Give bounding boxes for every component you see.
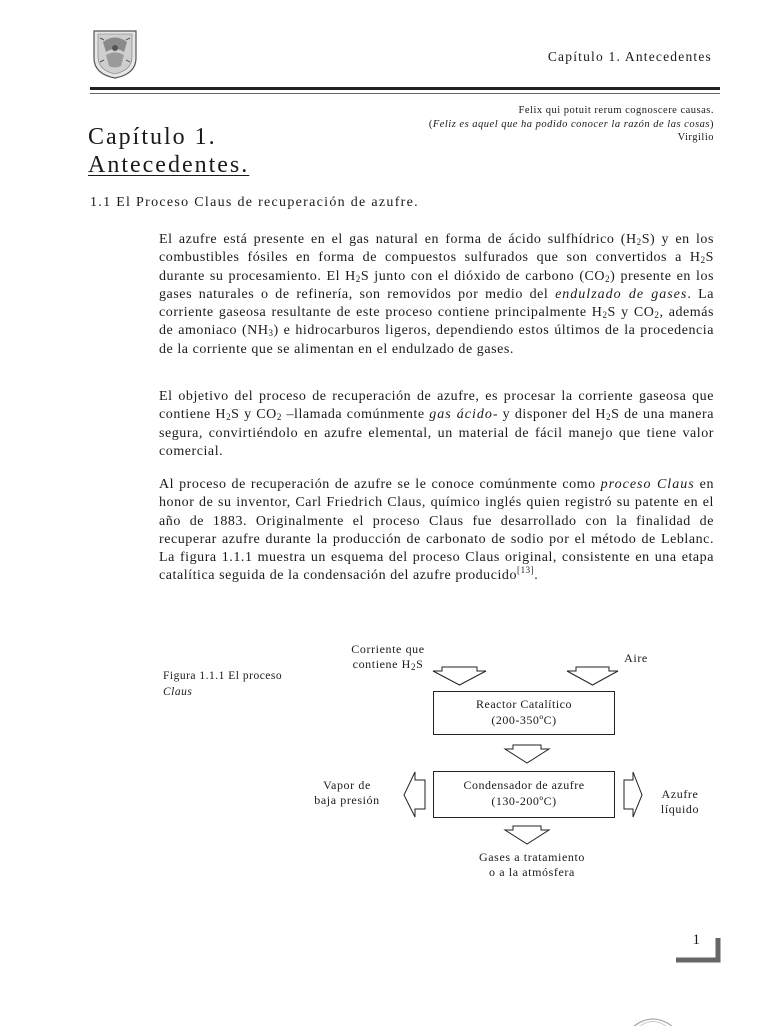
reactor-label: Reactor Catalítico (476, 697, 572, 711)
arrow-down-reactor-condenser (505, 745, 549, 763)
chapter-title-line1: Capítulo 1. (88, 124, 217, 150)
paren-close: ) (710, 118, 714, 130)
reactor-box (433, 691, 615, 735)
figure-caption (163, 668, 282, 700)
paren-open: ( (428, 118, 433, 130)
paragraph-1: El azufre está presente en el gas natural en forma de ácido sulfhídrico $(H_2S)$ y en los combustibles fósiles en forma de compuestos sulfurados que son convertidos a $H_2S$ durante su procesamiento. El $H_2S$ junto con el dióxido de carbono $(CO_2)$ presente en los gases naturales o de refinería, son removidos por medio del endulzado de gases. La corriente gaseosa resultante de este proceso contiene principalmente $H_2S$ y $CO_2$, además de amoniaco $(NH_3)$ e hidrocarburos ligeros, dependiendo estos últimos de la procedencia de la corriente que se alimentan en el endulzado de gases. (159, 232, 714, 357)
label-liquid-sulfur: Azufre líquido (660, 787, 700, 816)
arrow-down-output (505, 826, 549, 844)
university-seal-logo (90, 28, 140, 80)
paragraph-2: El objetivo del proceso de recuperación de azufre, es procesar la corriente gaseosa que contiene $H_2S$ y $CO_2$ –llamada comúnmente gas ácido- y disponer del $H_2S$ de una manera segura, convirtiéndolo en azufre elemental, un material de fácil manejo que tiene valor comercial. (159, 389, 714, 459)
chapter-title-line2: Antecedentes. (88, 152, 250, 178)
running-chapter-title: Capítulo 1. Antecedentes (547, 49, 712, 64)
epigraph-translation-line (429, 118, 714, 132)
figure-caption-line1: Figura 1.1.1 El proceso (163, 670, 283, 682)
reactor-temperature: (200-350ºC) (491, 713, 557, 727)
citation-ref: [13] (517, 565, 535, 576)
chapter-title (88, 123, 249, 179)
epigraph-latin: Felix qui potuit rerum cognoscere causas. (518, 105, 714, 116)
header-rule-thin (90, 93, 720, 94)
condenser-label: Condensador de azufre (463, 778, 585, 792)
paragraph-3: Al proceso de recuperación de azufre se le conoce comúnmente como proceso Claus en honor de su inventor, Carl Friedrich Claus, químico inglés quien registró su patente en el año de 1883. Originalmente el proceso Claus fue desarrollado con la finalidad de recuperar azufre durante la producción de carbonato de sodio por el método de Leblanc. La figura 1.1.1 muestra un esquema del proceso Claus original, consistente en una etapa catalítica seguida de la condensación del azufre producido[13]. (159, 477, 714, 584)
label-air: Aire (624, 651, 648, 665)
epigraph (429, 104, 714, 145)
condenser-temperature: (130-200ºC) (491, 794, 557, 808)
arrow-left-vapor (404, 772, 425, 817)
arrow-right-sulfur (624, 772, 642, 817)
epigraph-translation: Feliz es aquel que ha podido conocer la razón de las cosas (432, 118, 710, 130)
figure-caption-line2: Claus (163, 686, 193, 698)
label-output-gases: Gases a tratamiento o a la atmósfera (478, 850, 586, 879)
header-rule-thick (90, 87, 720, 90)
section-heading: 1.1 El Proceso Claus de recuperación de azufre. (90, 195, 419, 210)
bottom-seal-fragment (628, 1014, 678, 1026)
epigraph-author: Virgilio (677, 132, 714, 143)
arrow-down-air (567, 667, 618, 685)
condenser-box (433, 771, 615, 818)
label-low-pressure-vapor: Vapor de baja presión (314, 778, 380, 807)
page-number: 1 (692, 932, 700, 948)
label-input-stream: Corriente que contiene $H_2S$ (351, 642, 425, 672)
